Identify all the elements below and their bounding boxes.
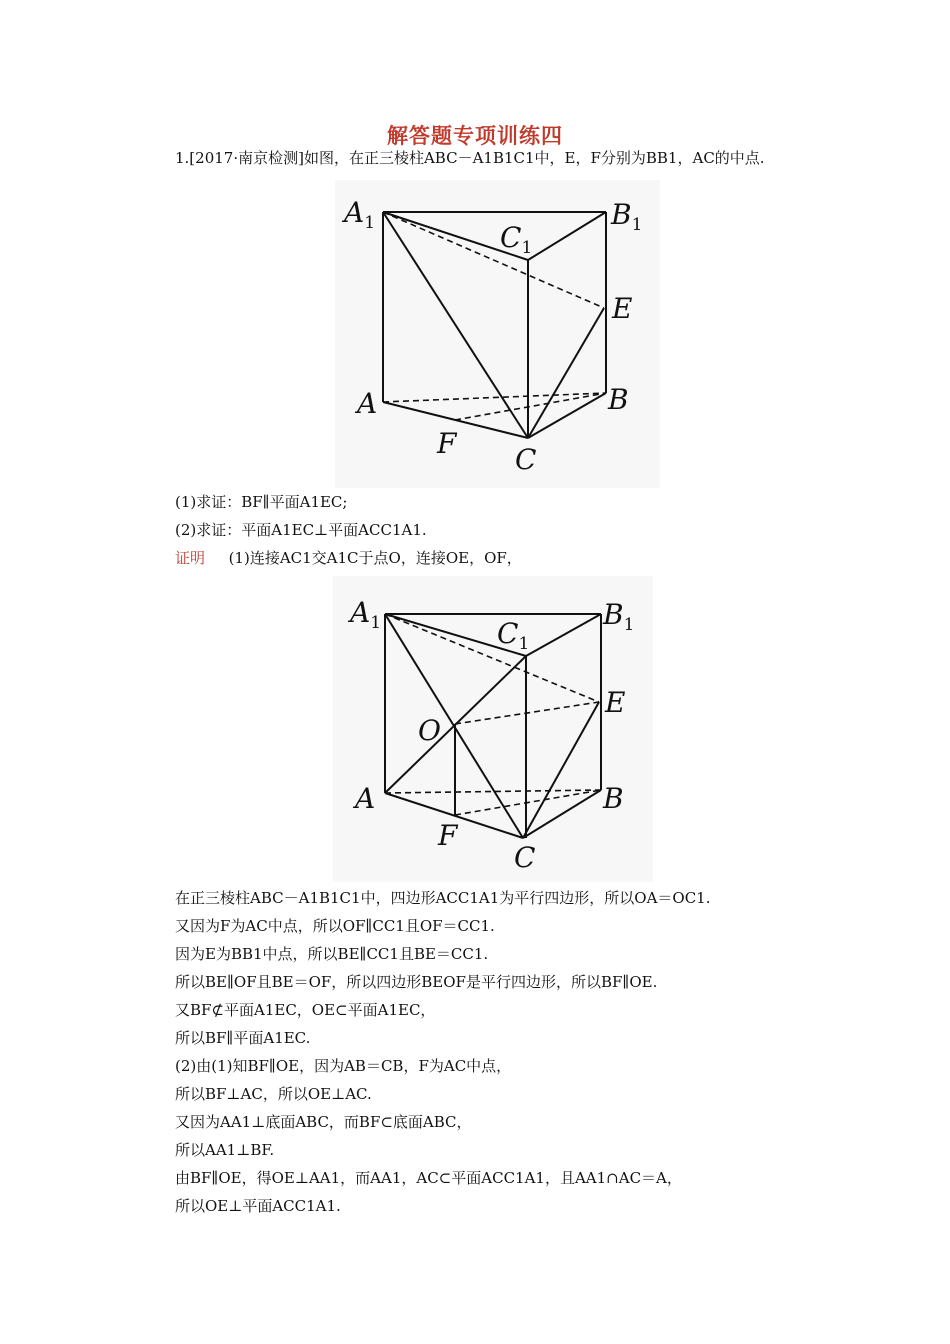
proof-line: 所以AA1⊥BF. [175, 1141, 275, 1159]
proof-line: 在正三棱柱ABC－A1B1C1中，四边形ACC1A1为平行四边形，所以OA＝OC1. [175, 889, 711, 907]
label-F: F [437, 427, 457, 460]
prism-figure-1 [335, 180, 660, 488]
question-1: (1)求证：BF∥平面A1EC; [175, 493, 348, 511]
proof-line: 所以BF∥平面A1EC. [175, 1029, 311, 1047]
label-C: C [514, 841, 536, 874]
proof-line: (2)由(1)知BF∥OE，因为AB＝CB，F为AC中点， [175, 1057, 512, 1075]
problem-statement: 1.[2017·南京检测]如图，在正三棱柱ABC－A1B1C1中，E，F分别为BB1，AC的中点. [175, 149, 765, 167]
page-title: 解答题专项训练四 [387, 123, 563, 148]
proof-line: 所以BE∥OF且BE＝OF，所以四边形BEOF是平行四边形，所以BF∥OE. [175, 973, 658, 991]
label-E: E [612, 292, 633, 325]
proof-line: 又因为F为AC中点，所以OF∥CC1且OF＝CC1. [175, 917, 495, 935]
label-B1: $B_1$ [611, 198, 643, 235]
label-C1: $C_1$ [500, 221, 533, 258]
label-O: O [418, 714, 441, 747]
proof-line: 所以OE⊥平面ACC1A1. [175, 1197, 341, 1215]
label-A1: $A_1$ [344, 196, 376, 233]
label-A: A [355, 782, 376, 815]
label-A: A [357, 387, 378, 420]
proof-line: 所以BF⊥AC，所以OE⊥AC. [175, 1085, 372, 1103]
proof-line: 由BF∥OE，得OE⊥AA1，而AA1，AC⊂平面ACC1A1，且AA1∩AC＝A， [175, 1169, 682, 1187]
label-F: F [438, 819, 458, 852]
label-B: B [608, 383, 629, 416]
label-C1: $C_1$ [497, 617, 530, 654]
label-C: C [515, 443, 537, 476]
label-E: E [605, 686, 626, 719]
proof-line: 又因为AA1⊥底面ABC，而BF⊂底面ABC， [175, 1113, 472, 1131]
question-2: (2)求证：平面A1EC⊥平面ACC1A1. [175, 521, 427, 539]
proof-tag: 证明 [175, 549, 206, 567]
proof-line: 因为E为BB1中点，所以BE∥CC1且BE＝CC1. [175, 945, 489, 963]
label-A1: $A_1$ [350, 596, 382, 633]
proof-line: 又BF⊄平面A1EC，OE⊂平面A1EC， [175, 1001, 436, 1019]
proof-intro-line [175, 548, 522, 568]
label-B: B [603, 782, 624, 815]
prism-figure-2 [333, 576, 653, 882]
label-B1: $B_1$ [603, 598, 635, 635]
proof-intro: (1)连接AC1交A1C于点O，连接OE，OF， [228, 549, 522, 567]
